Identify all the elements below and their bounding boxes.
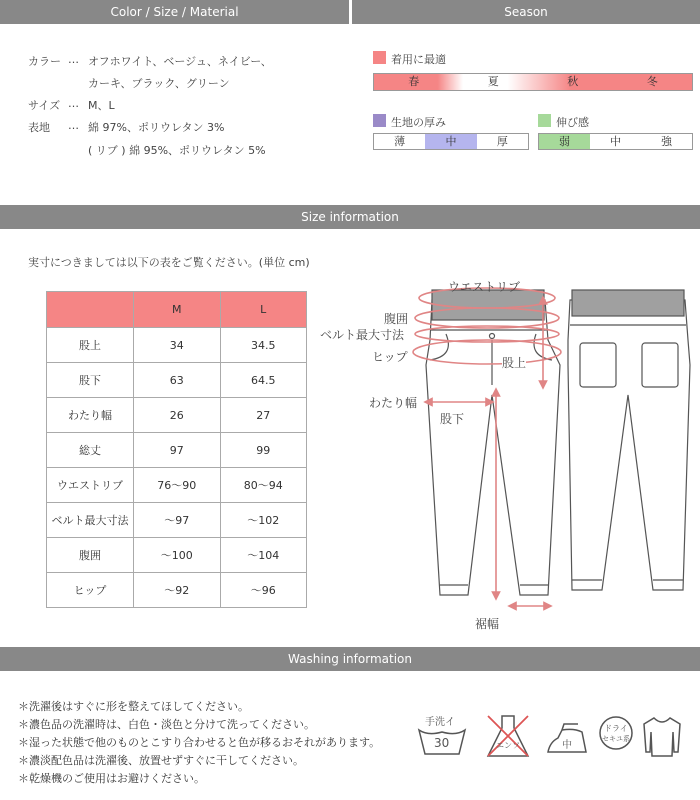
color-value-2: カーキ、ブラック、グリーン bbox=[88, 77, 230, 90]
column-m: M bbox=[134, 292, 221, 328]
cell-l: 99 bbox=[220, 433, 307, 468]
cell-m: 〜100 bbox=[134, 538, 221, 573]
row-label: ベルト最大寸法 bbox=[47, 503, 134, 538]
thickness-medium: 中 bbox=[425, 134, 476, 149]
row-label: ウエストリブ bbox=[47, 468, 134, 503]
iron-icon bbox=[544, 718, 590, 758]
cell-l: 80〜94 bbox=[220, 468, 307, 503]
fabric-label: 表地 bbox=[28, 121, 50, 134]
list-item: ＊湿った状態で他のものとこすり合わせると色が移るおそれがあります。 bbox=[18, 736, 381, 749]
cell-l: 〜102 bbox=[220, 503, 307, 538]
diagram-label-thigh: わたり幅 bbox=[369, 396, 418, 410]
cell-m: 〜92 bbox=[134, 573, 221, 608]
thickness-label: 生地の厚み bbox=[391, 116, 446, 129]
no-bleach-icon bbox=[484, 712, 532, 760]
stretch-strong: 強 bbox=[661, 135, 672, 148]
color-dots: … bbox=[68, 53, 79, 66]
size-note: 実寸につきましては以下の表をご覧ください。(単位 cm) bbox=[28, 256, 310, 269]
size-label: サイズ bbox=[28, 99, 61, 112]
row-label: 股下 bbox=[47, 363, 134, 398]
season-summer: 夏 bbox=[487, 75, 499, 88]
list-item: ＊乾燥機のご使用はお避けください。 bbox=[18, 772, 205, 785]
cell-m: 63 bbox=[134, 363, 221, 398]
fabric-value-1: 綿 97%、ポリウレタン 3% bbox=[88, 121, 225, 134]
flat-dry-icon bbox=[640, 712, 684, 760]
hand-wash-label: 手洗イ bbox=[425, 717, 455, 728]
cell-l: 34.5 bbox=[220, 328, 307, 363]
diagram-label-hip: ヒップ bbox=[372, 350, 408, 364]
iron-temp-label: 中 bbox=[562, 740, 572, 751]
diagram-label-belly: 腹囲 bbox=[384, 312, 409, 326]
row-label: 総丈 bbox=[47, 433, 134, 468]
row-label: 腹囲 bbox=[47, 538, 134, 573]
cell-m: 〜97 bbox=[134, 503, 221, 538]
stretch-label: 伸び感 bbox=[556, 116, 589, 129]
header-washing-information: Washing information bbox=[0, 647, 700, 671]
fabric-value-2: ( リブ ) 綿 95%、ポリウレタン 5% bbox=[88, 144, 266, 157]
list-item: ＊洗濯後はすぐに形を整えてほしてください。 bbox=[18, 700, 249, 713]
stretch-weak: 弱 bbox=[539, 134, 590, 149]
cell-l: 〜104 bbox=[220, 538, 307, 573]
cell-l: 27 bbox=[220, 398, 307, 433]
diagram-label-belt-max: ベルト最大寸法 bbox=[320, 328, 405, 342]
size-dots: … bbox=[68, 97, 79, 110]
column-l: L bbox=[220, 292, 307, 328]
hand-wash-icon bbox=[416, 712, 468, 760]
list-item: ＊濃色品の洗濯時は、白色・淡色と分けて洗ってください。 bbox=[18, 718, 315, 731]
bleach-label: エンソ bbox=[496, 741, 520, 750]
thickness-thick: 厚 bbox=[496, 135, 508, 148]
cell-m: 26 bbox=[134, 398, 221, 433]
front-pants-icon bbox=[426, 290, 560, 595]
cell-m: 76〜90 bbox=[134, 468, 221, 503]
season-autumn: 秋 bbox=[567, 75, 579, 88]
diagram-label-waist-rib: ウエストリブ bbox=[448, 280, 521, 294]
row-label: 股上 bbox=[47, 328, 134, 363]
cell-m: 97 bbox=[134, 433, 221, 468]
size-value: M、L bbox=[88, 99, 115, 112]
season-spring: 春 bbox=[408, 75, 420, 88]
header-size-information: Size information bbox=[0, 205, 700, 229]
cell-l: 64.5 bbox=[220, 363, 307, 398]
row-label: わたり幅 bbox=[47, 398, 134, 433]
color-label: カラー bbox=[28, 55, 61, 68]
fabric-dots: … bbox=[68, 119, 79, 132]
cell-m: 34 bbox=[134, 328, 221, 363]
best-season-label: 着用に最適 bbox=[391, 53, 446, 66]
diagram-label-inseam: 股下 bbox=[440, 412, 465, 426]
cell-l: 〜96 bbox=[220, 573, 307, 608]
row-label: ヒップ bbox=[47, 573, 134, 608]
list-item: ＊濃淡配色品は洗濯後、放置せずすぐに干してください。 bbox=[18, 754, 304, 767]
thickness-thin: 薄 bbox=[394, 135, 406, 148]
diagram-label-hem: 裾幅 bbox=[475, 617, 500, 631]
dry-clean-solvent-label: セキユ系 bbox=[602, 735, 630, 743]
header-season: Season bbox=[352, 0, 700, 24]
dry-clean-label: ドライ bbox=[604, 724, 628, 733]
season-winter: 冬 bbox=[646, 75, 658, 88]
wash-temp-label: 30 bbox=[434, 736, 450, 750]
header-color-size-material: Color / Size / Material bbox=[0, 0, 349, 24]
dry-clean-icon bbox=[598, 715, 634, 751]
diagram-label-rise: 股上 bbox=[502, 356, 527, 370]
color-value-1: オフホワイト、ベージュ、ネイビー、 bbox=[88, 55, 272, 68]
stretch-medium: 中 bbox=[610, 135, 621, 148]
back-pants-icon bbox=[568, 290, 690, 590]
